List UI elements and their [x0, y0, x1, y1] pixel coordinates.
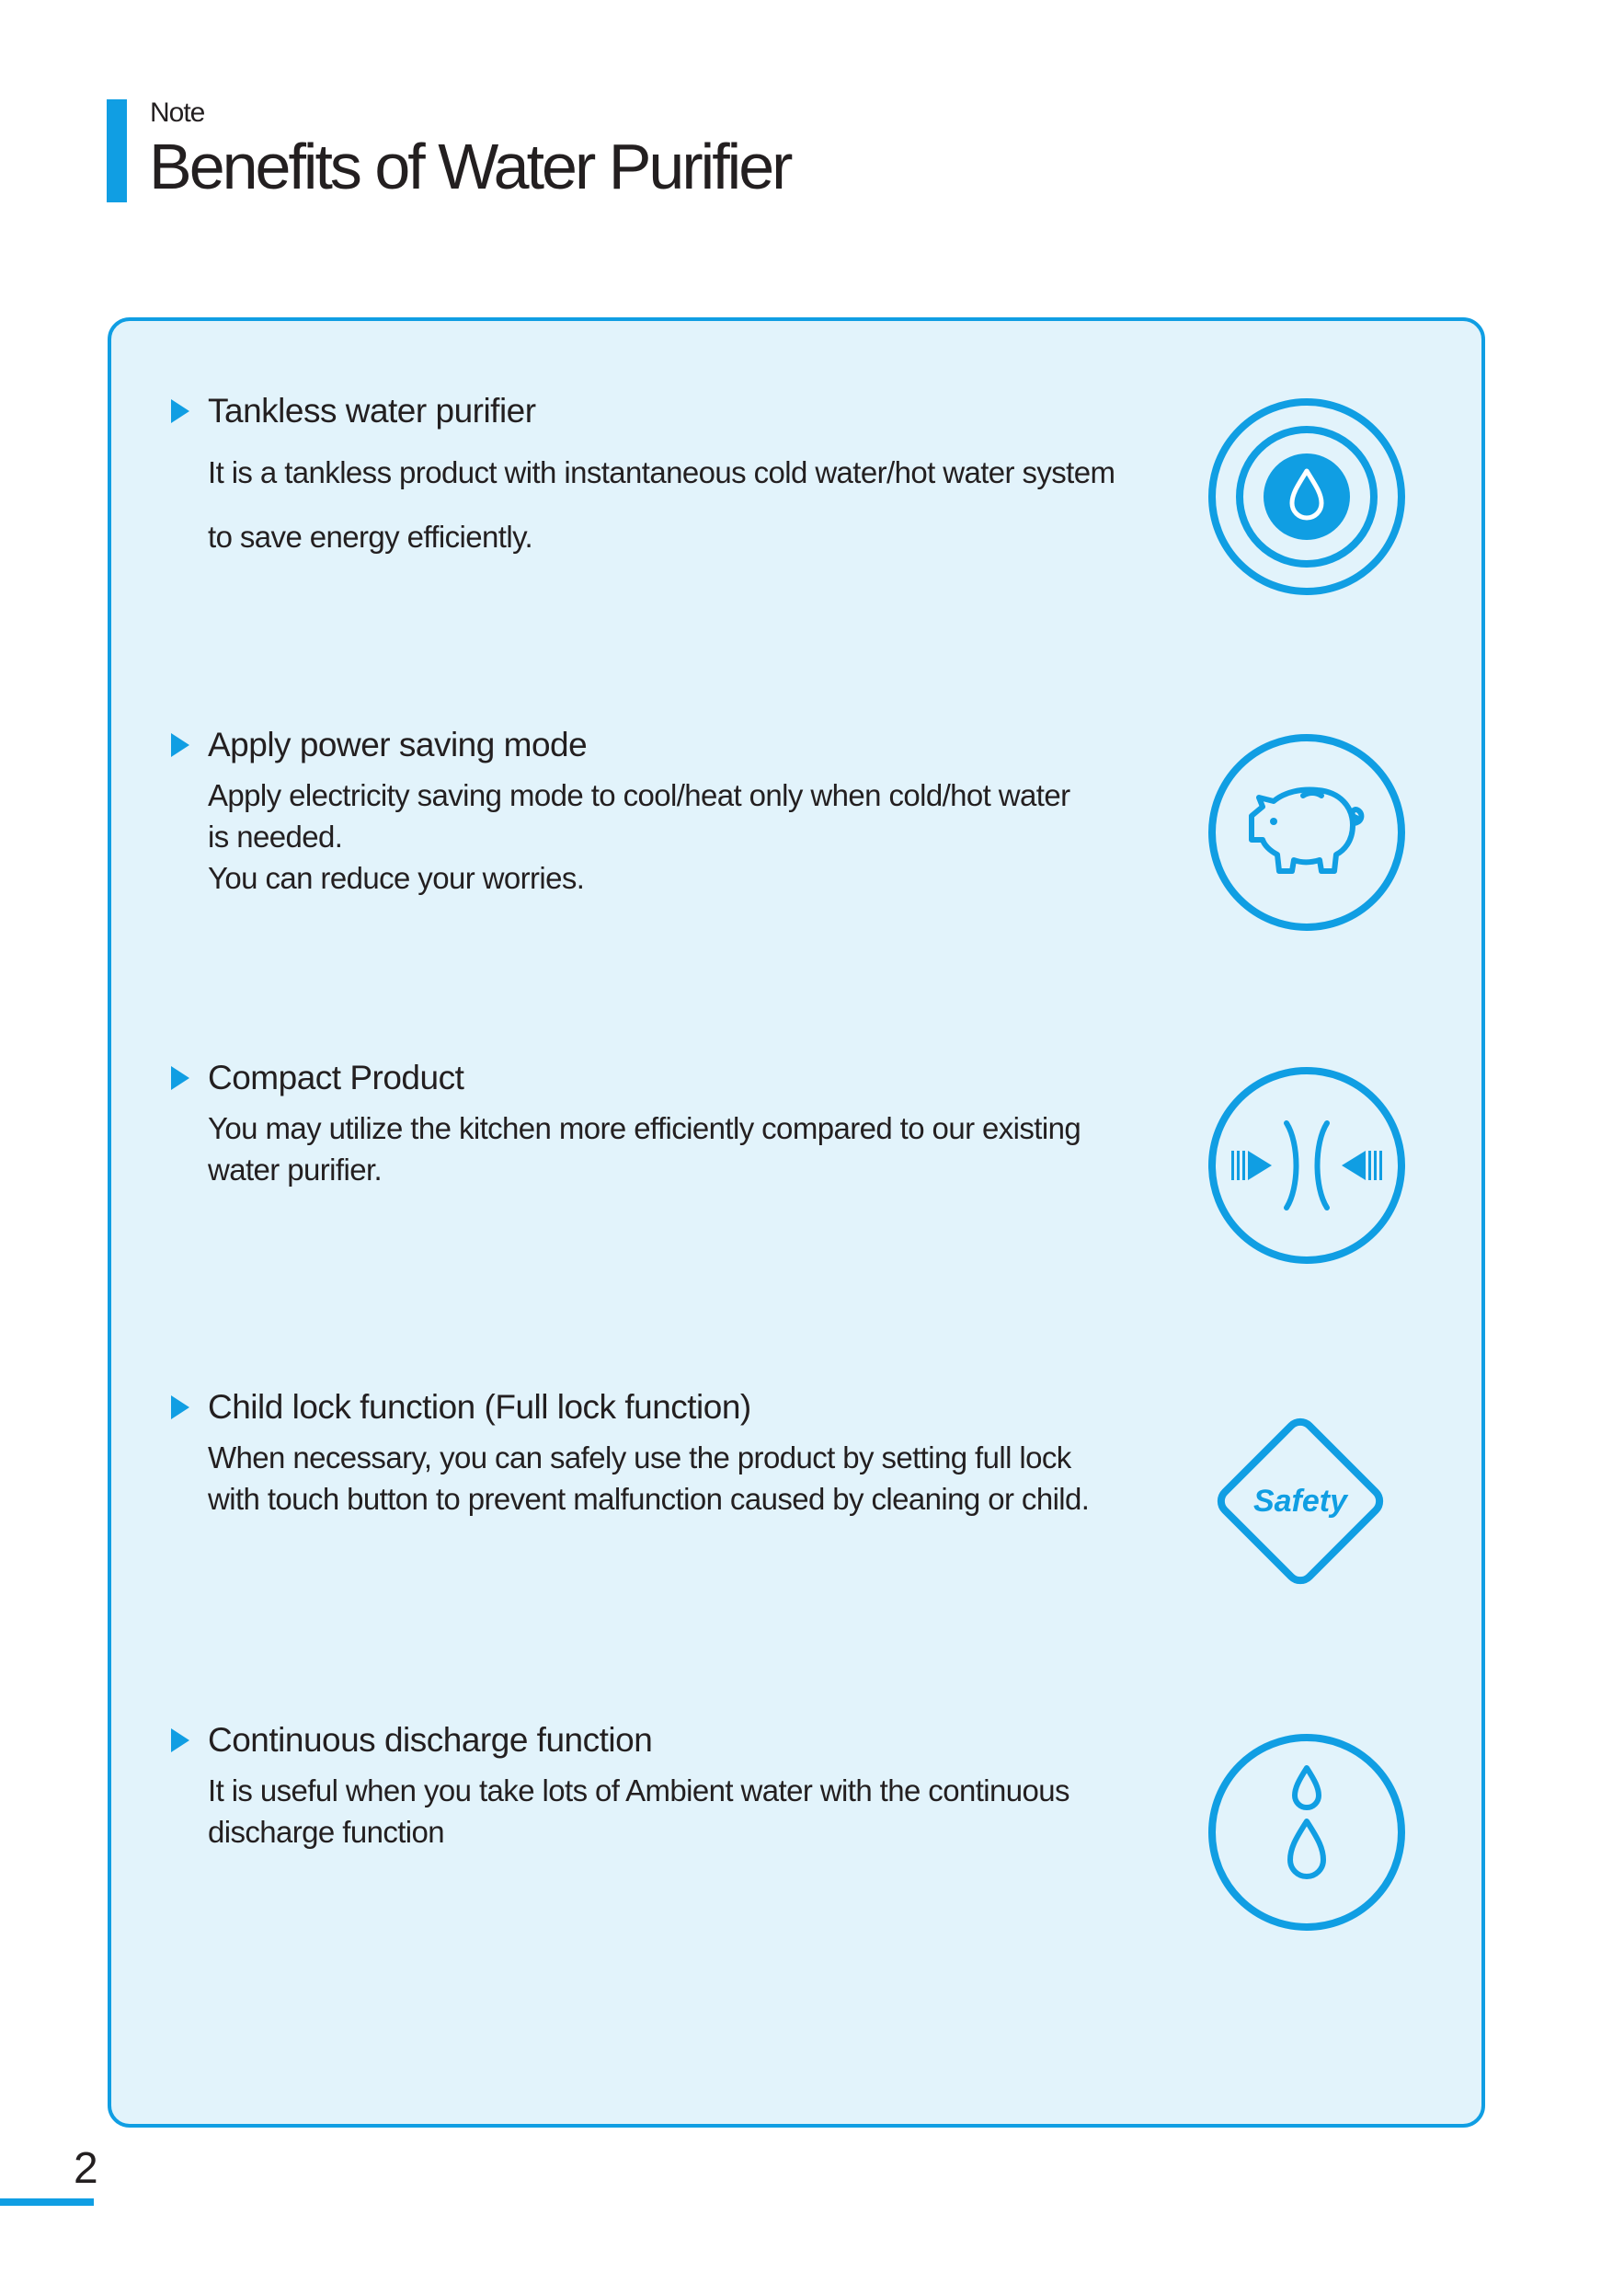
benefit-title: Child lock function (Full lock function) [171, 1385, 1275, 1429]
water-drop-rings-icon [1206, 396, 1408, 598]
triangle-bullet-icon [171, 1066, 189, 1090]
benefit-title: Continuous discharge function [171, 1718, 1275, 1762]
benefit-title: Compact Product [171, 1056, 1275, 1100]
benefit-description: When necessary, you can safely use the product by setting full lock with touch button to prevent malfunction caused by cleaning or child. [208, 1440, 1090, 1516]
benefit-title: Tankless water purifier [171, 389, 1275, 433]
triangle-bullet-icon [171, 1728, 189, 1752]
page-number: 2 [74, 2144, 98, 2193]
benefit-item-compact [171, 1056, 1275, 1190]
triangle-bullet-icon [171, 1395, 189, 1419]
benefit-item-power-saving [171, 723, 1275, 899]
note-label: Note [150, 98, 205, 128]
benefit-description: You may utilize the kitchen more efficiently compared to our existing water purifier. [208, 1111, 1081, 1187]
compact-arrows-icon [1206, 1064, 1408, 1267]
benefit-description: It is a tankless product with instantaneous cold water/hot water system to save energy efficiently. [208, 455, 1115, 554]
page-title: Benefits of Water Purifier [149, 131, 791, 202]
page-number-underline [0, 2198, 94, 2206]
benefit-description: Apply electricity saving mode to cool/heat only when cold/hot water is needed. You can reduce your worries. [208, 778, 1070, 895]
double-drop-icon [1206, 1731, 1408, 1933]
benefits-panel [108, 317, 1485, 2128]
benefit-item-continuous-discharge [171, 1718, 1275, 1853]
benefit-title: Apply power saving mode [171, 723, 1275, 767]
piggy-bank-icon [1206, 731, 1408, 934]
benefit-item-tankless [171, 389, 1275, 569]
benefit-description: It is useful when you take lots of Ambient water with the continuous discharge function [208, 1773, 1069, 1849]
triangle-bullet-icon [171, 399, 189, 423]
safety-icon-label: Safety [1252, 1484, 1348, 1519]
benefit-item-child-lock [171, 1385, 1275, 1520]
safety-diamond-icon [1196, 1397, 1404, 1605]
triangle-bullet-icon [171, 733, 189, 757]
header-accent-bar [107, 99, 127, 202]
